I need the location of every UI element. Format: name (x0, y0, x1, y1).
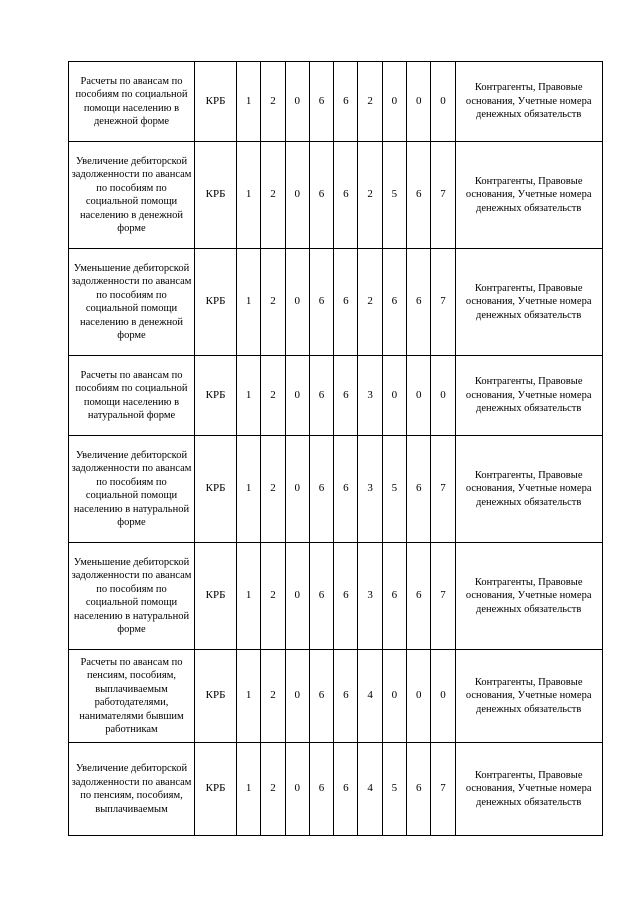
analytics-cell: Контрагенты, Правовые основания, Учетные номера денежных обязательств (455, 249, 602, 356)
account-digit-cell: 1 (237, 543, 261, 650)
account-digit-cell: 6 (309, 743, 333, 836)
account-digit-cell: 0 (382, 62, 406, 142)
table-row (69, 743, 603, 836)
account-name-cell: Увеличение дебиторской задолженности по авансам по пенсиям, пособиям, выплачиваемым (69, 743, 195, 836)
account-digit-cell: 5 (382, 142, 406, 249)
account-digit-cell: 7 (431, 743, 455, 836)
code-cell: КРБ (195, 142, 237, 249)
account-digit-cell: 6 (407, 142, 431, 249)
account-digit-cell: 3 (358, 436, 382, 543)
account-digit-cell: 7 (431, 543, 455, 650)
account-digit-cell: 6 (334, 62, 358, 142)
account-digit-cell: 1 (237, 62, 261, 142)
code-cell: КРБ (195, 249, 237, 356)
account-digit-cell: 7 (431, 142, 455, 249)
account-digit-cell: 6 (334, 743, 358, 836)
account-digit-cell: 2 (261, 142, 285, 249)
code-cell: КРБ (195, 650, 237, 743)
account-digit-cell: 6 (407, 249, 431, 356)
analytics-cell: Контрагенты, Правовые основания, Учетные номера денежных обязательств (455, 142, 602, 249)
account-digit-cell: 3 (358, 543, 382, 650)
account-digit-cell: 0 (285, 650, 309, 743)
account-digit-cell: 0 (285, 743, 309, 836)
account-digit-cell: 6 (334, 249, 358, 356)
account-name-cell: Увеличение дебиторской задолженности по авансам по пособиям по социальной помощи населению в денежной форме (69, 142, 195, 249)
analytics-cell: Контрагенты, Правовые основания, Учетные номера денежных обязательств (455, 543, 602, 650)
code-cell: КРБ (195, 356, 237, 436)
account-digit-cell: 2 (261, 650, 285, 743)
account-digit-cell: 4 (358, 650, 382, 743)
account-digit-cell: 0 (382, 356, 406, 436)
analytics-cell: Контрагенты, Правовые основания, Учетные номера денежных обязательств (455, 650, 602, 743)
account-digit-cell: 0 (431, 62, 455, 142)
account-digit-cell: 0 (431, 650, 455, 743)
account-digit-cell: 0 (285, 436, 309, 543)
account-digit-cell: 6 (407, 543, 431, 650)
account-digit-cell: 6 (309, 650, 333, 743)
account-digit-cell: 2 (261, 543, 285, 650)
account-digit-cell: 0 (285, 249, 309, 356)
code-cell: КРБ (195, 436, 237, 543)
account-digit-cell: 6 (309, 356, 333, 436)
account-digit-cell: 0 (382, 650, 406, 743)
account-digit-cell: 1 (237, 436, 261, 543)
account-digit-cell: 0 (431, 356, 455, 436)
account-digit-cell: 6 (407, 743, 431, 836)
account-digit-cell: 1 (237, 743, 261, 836)
account-digit-cell: 6 (309, 543, 333, 650)
analytics-cell: Контрагенты, Правовые основания, Учетные номера денежных обязательств (455, 62, 602, 142)
account-digit-cell: 2 (358, 249, 382, 356)
account-name-cell: Уменьшение дебиторской задолженности по авансам по пособиям по социальной помощи населению в натуральной форме (69, 543, 195, 650)
accounts-table (68, 61, 603, 836)
table-row (69, 62, 603, 142)
code-cell: КРБ (195, 743, 237, 836)
code-cell: КРБ (195, 543, 237, 650)
account-digit-cell: 5 (382, 436, 406, 543)
account-digit-cell: 6 (407, 436, 431, 543)
account-digit-cell: 6 (334, 142, 358, 249)
table-row (69, 142, 603, 249)
account-digit-cell: 5 (382, 743, 406, 836)
account-digit-cell: 3 (358, 356, 382, 436)
account-digit-cell: 2 (261, 249, 285, 356)
account-digit-cell: 1 (237, 650, 261, 743)
account-digit-cell: 2 (261, 436, 285, 543)
account-digit-cell: 0 (285, 356, 309, 436)
account-digit-cell: 6 (309, 142, 333, 249)
table-row (69, 650, 603, 743)
account-digit-cell: 2 (261, 743, 285, 836)
account-name-cell: Расчеты по авансам по пенсиям, пособиям, выплачиваемым работодателями, нанимателями бывшим работникам (69, 650, 195, 743)
table-row (69, 356, 603, 436)
account-digit-cell: 7 (431, 249, 455, 356)
account-digit-cell: 0 (285, 543, 309, 650)
account-name-cell: Расчеты по авансам по пособиям по социальной помощи населению в натуральной форме (69, 356, 195, 436)
account-digit-cell: 6 (309, 436, 333, 543)
account-digit-cell: 2 (261, 356, 285, 436)
account-digit-cell: 0 (407, 62, 431, 142)
account-digit-cell: 0 (285, 62, 309, 142)
account-name-cell: Расчеты по авансам по пособиям по социальной помощи населению в денежной форме (69, 62, 195, 142)
account-digit-cell: 6 (334, 650, 358, 743)
table-row (69, 436, 603, 543)
account-digit-cell: 7 (431, 436, 455, 543)
account-digit-cell: 6 (334, 356, 358, 436)
account-digit-cell: 4 (358, 743, 382, 836)
account-name-cell: Уменьшение дебиторской задолженности по авансам по пособиям по социальной помощи населению в денежной форме (69, 249, 195, 356)
account-digit-cell: 6 (309, 249, 333, 356)
code-cell: КРБ (195, 62, 237, 142)
analytics-cell: Контрагенты, Правовые основания, Учетные номера денежных обязательств (455, 356, 602, 436)
account-digit-cell: 1 (237, 142, 261, 249)
analytics-cell: Контрагенты, Правовые основания, Учетные номера денежных обязательств (455, 743, 602, 836)
account-digit-cell: 2 (358, 62, 382, 142)
account-digit-cell: 1 (237, 249, 261, 356)
table-row (69, 543, 603, 650)
account-digit-cell: 0 (407, 356, 431, 436)
account-digit-cell: 6 (309, 62, 333, 142)
analytics-cell: Контрагенты, Правовые основания, Учетные номера денежных обязательств (455, 436, 602, 543)
account-digit-cell: 1 (237, 356, 261, 436)
table-row (69, 249, 603, 356)
account-digit-cell: 6 (334, 543, 358, 650)
account-digit-cell: 6 (382, 249, 406, 356)
account-name-cell: Увеличение дебиторской задолженности по авансам по пособиям по социальной помощи населению в натуральной форме (69, 436, 195, 543)
account-digit-cell: 6 (382, 543, 406, 650)
account-digit-cell: 2 (261, 62, 285, 142)
account-digit-cell: 0 (407, 650, 431, 743)
account-digit-cell: 2 (358, 142, 382, 249)
account-digit-cell: 0 (285, 142, 309, 249)
account-digit-cell: 6 (334, 436, 358, 543)
